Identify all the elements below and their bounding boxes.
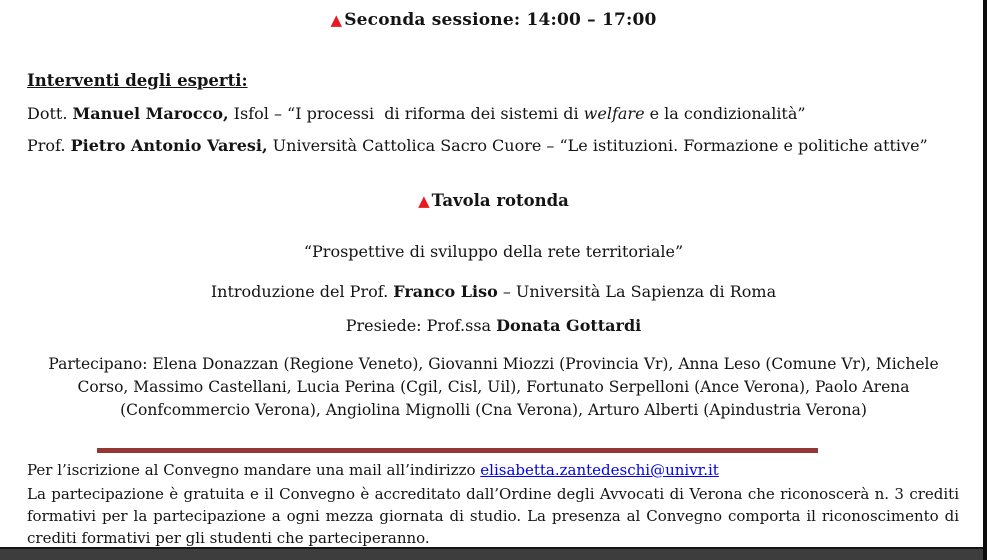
intro-speaker-name: Franco Liso: [393, 282, 498, 301]
participants-paragraph: Partecipano: Elena Donazzan (Regione Veneto), Giovanni Miozzi (Provincia Vr), Anna Leso (Comune Vr), Michele Corso, Massimo Castellani, Lucia Perina (Cgil, Cisl, Uil), Fortunato Serpelloni (Ance Verona), Paolo Arena (Confcommercio Verona), Angiolina Mignolli (Cna Verona), Arturo Alberti (Apindustria Verona): [48, 355, 939, 419]
expert-prefix: Dott.: [27, 104, 73, 123]
expert-title-end: e la condizionalità”: [644, 104, 806, 123]
roundtable-intro-line: [0, 282, 987, 301]
expert-name: Manuel Marocco,: [72, 104, 229, 123]
registration-line: [27, 461, 719, 479]
roundtable-subtitle: “Prospettive di sviluppo della rete territoriale”: [303, 242, 684, 261]
expert-line-varesi: [27, 136, 928, 155]
email-link[interactable]: elisabetta.zantedeschi@univr.it: [480, 461, 719, 479]
expert-italic-term: welfare: [583, 104, 645, 123]
experts-heading: Interventi degli esperti:: [27, 71, 248, 90]
bottom-window-edge: [0, 547, 987, 560]
chair-name: Donata Gottardi: [496, 316, 642, 335]
chair-line: [0, 316, 987, 335]
red-triangle-icon: ▲: [418, 192, 430, 210]
separator-rule: [97, 448, 818, 453]
intro-suffix: – Università La Sapienza di Roma: [497, 282, 777, 301]
expert-name: Pietro Antonio Varesi,: [70, 136, 268, 155]
intro-prefix: Introduzione del Prof.: [210, 282, 394, 301]
roundtable-heading: [0, 191, 987, 210]
registration-text: Per l’iscrizione al Convegno mandare una mail all’indirizzo: [27, 461, 481, 479]
session-title: [0, 10, 987, 30]
expert-line-marocco: [27, 104, 806, 123]
roundtable-heading-text: Tavola rotonda: [431, 191, 569, 210]
red-triangle-icon: ▲: [330, 11, 343, 29]
expert-prefix: Prof.: [27, 136, 71, 155]
expert-affiliation-and-title: Isfol – “I processi di riforma dei sistemi di: [228, 104, 584, 123]
chair-prefix: Presiede: Prof.ssa: [345, 316, 497, 335]
session-title-text: Seconda sessione: 14:00 – 17:00: [344, 10, 657, 30]
info-paragraph: La partecipazione è gratuita e il Convegno è accreditato dall’Ordine degli Avvocati di Verona che riconoscerà n. 3 crediti formativi per la partecipazione a ogni mezza giornata di studio. La presenza al Convegno comporta il riconoscimento di crediti formativi per gli studenti che parteciperanno.: [27, 485, 959, 547]
expert-affiliation-and-title: Università Cattolica Sacro Cuore – “Le istituzioni. Formazione e politiche attive”: [267, 136, 928, 155]
right-window-edge: [983, 0, 987, 560]
